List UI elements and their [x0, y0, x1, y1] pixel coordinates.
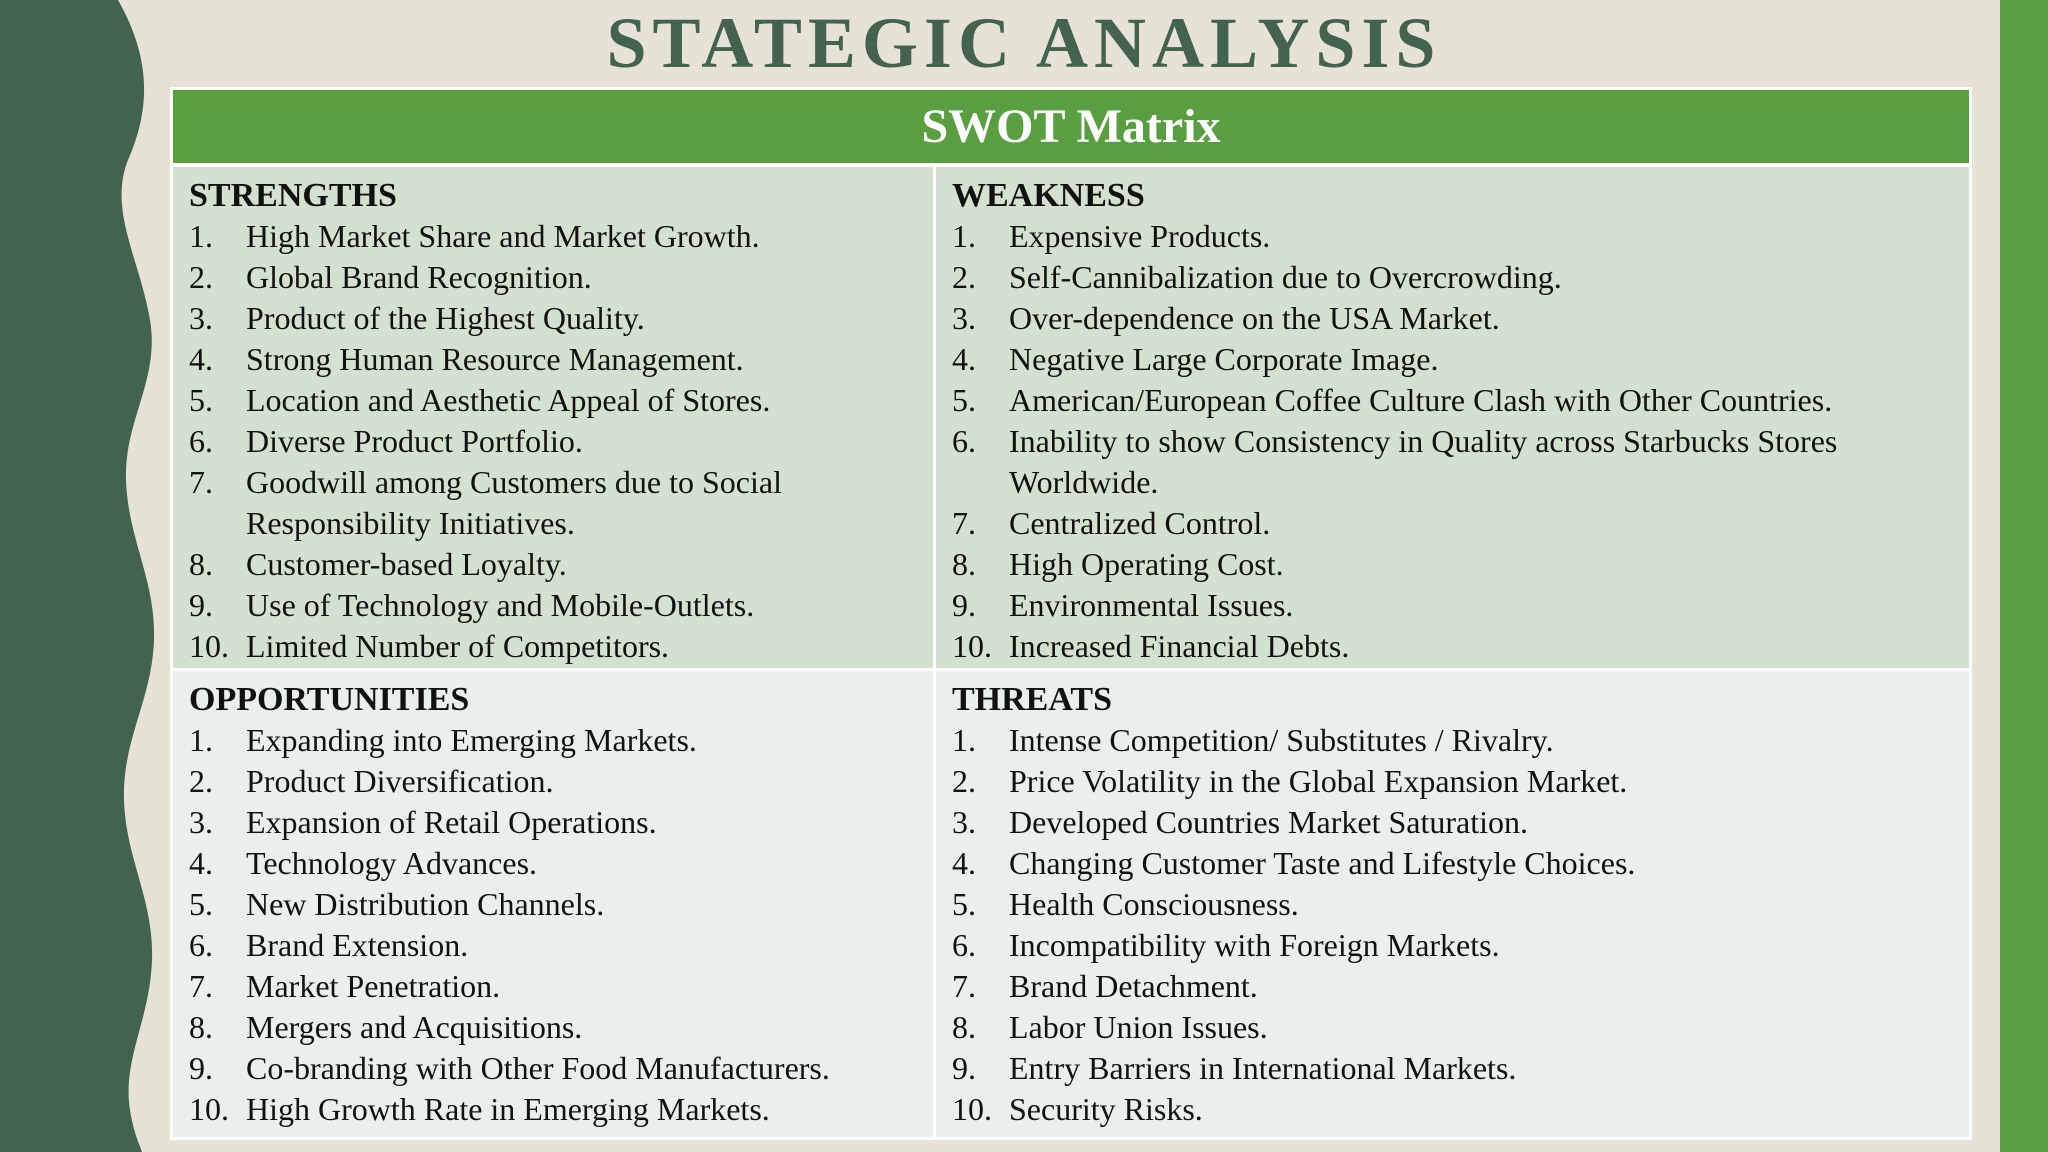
item-number: 10.	[189, 628, 229, 664]
item-number: 8.	[952, 1009, 976, 1045]
item-number: 6.	[189, 423, 213, 459]
slide-title: STATEGIC ANALYSIS	[606, 3, 1442, 83]
list-item	[189, 966, 933, 1007]
list-item	[189, 1089, 933, 1130]
list-item	[189, 843, 933, 884]
list-item	[952, 1048, 1969, 1089]
item-text: Expansion of Retail Operations.	[246, 804, 657, 840]
list-item	[952, 884, 1969, 925]
item-text: Intense Competition/ Substitutes / Rivalry.	[1009, 722, 1554, 758]
item-number: 4.	[952, 341, 976, 377]
item-number: 1.	[952, 722, 976, 758]
list-item	[189, 216, 933, 257]
item-text: Entry Barriers in International Markets.	[1009, 1050, 1517, 1086]
item-text: Diverse Product Portfolio.	[246, 423, 583, 459]
item-text: Co-branding with Other Food Manufacturers.	[246, 1050, 830, 1086]
list-item	[189, 421, 933, 462]
item-number: 2.	[189, 259, 213, 295]
list-item	[189, 585, 933, 626]
item-number: 1.	[189, 218, 213, 254]
list-item	[189, 1007, 933, 1048]
item-number: 9.	[952, 587, 976, 623]
item-text: High Growth Rate in Emerging Markets.	[246, 1091, 770, 1127]
item-text: Strong Human Resource Management.	[246, 341, 744, 377]
item-text: Brand Extension.	[246, 927, 469, 963]
list-item	[189, 1048, 933, 1089]
item-text: Technology Advances.	[246, 845, 538, 881]
item-number: 4.	[952, 845, 976, 881]
item-number: 2.	[952, 259, 976, 295]
list-item	[952, 966, 1969, 1007]
item-text: New Distribution Channels.	[246, 886, 605, 922]
item-text: Price Volatility in the Global Expansion Market.	[1009, 763, 1628, 799]
list-item	[952, 257, 1969, 298]
item-text: Incompatibility with Foreign Markets.	[1009, 927, 1500, 963]
item-number: 4.	[189, 845, 213, 881]
item-number: 7.	[952, 968, 976, 1004]
item-number: 9.	[952, 1050, 976, 1086]
item-number: 3.	[189, 804, 213, 840]
strengths-heading: STRENGTHS	[189, 177, 397, 214]
item-text: Product Diversification.	[246, 763, 554, 799]
item-number: 2.	[189, 763, 213, 799]
left-wavy-band	[0, 0, 160, 1152]
list-item	[952, 339, 1969, 380]
item-text: Health Consciousness.	[1009, 886, 1299, 922]
item-number: 8.	[189, 1009, 213, 1045]
item-number: 3.	[189, 300, 213, 336]
item-text: Product of the Highest Quality.	[246, 300, 645, 336]
item-number: 1.	[189, 722, 213, 758]
swot-matrix	[170, 87, 1972, 1140]
item-text: Expensive Products.	[1009, 218, 1271, 254]
list-item	[189, 884, 933, 925]
list-item	[189, 298, 933, 339]
matrix-title: SWOT Matrix	[173, 90, 1969, 163]
list-item	[952, 421, 1969, 503]
list-item	[952, 216, 1969, 257]
list-item	[189, 339, 933, 380]
item-text: Brand Detachment.	[1009, 968, 1258, 1004]
item-number: 10.	[189, 1091, 229, 1127]
weakness-list	[952, 216, 1969, 667]
right-accent-bar	[2000, 0, 2048, 1152]
threats-heading: THREATS	[952, 681, 1112, 718]
item-text: Over-dependence on the USA Market.	[1009, 300, 1500, 336]
list-item	[189, 544, 933, 585]
item-text: Market Penetration.	[246, 968, 501, 1004]
item-number: 10.	[952, 1091, 992, 1127]
item-text: Centralized Control.	[1009, 505, 1271, 541]
opportunities-quadrant	[173, 671, 933, 1137]
item-number: 3.	[952, 300, 976, 336]
item-number: 8.	[189, 546, 213, 582]
item-number: 8.	[952, 546, 976, 582]
item-text: Global Brand Recognition.	[246, 259, 592, 295]
item-number: 1.	[952, 218, 976, 254]
list-item	[952, 380, 1969, 421]
item-number: 9.	[189, 587, 213, 623]
item-text: Environmental Issues.	[1009, 587, 1294, 623]
item-text: Limited Number of Competitors.	[246, 628, 670, 664]
item-text: High Operating Cost.	[1009, 546, 1284, 582]
item-number: 4.	[189, 341, 213, 377]
item-number: 3.	[952, 804, 976, 840]
list-item	[952, 802, 1969, 843]
item-number: 6.	[952, 423, 976, 459]
list-item	[952, 843, 1969, 884]
list-item	[189, 257, 933, 298]
item-text: Use of Technology and Mobile-Outlets.	[246, 587, 755, 623]
list-item	[189, 462, 933, 544]
item-text: Inability to show Consistency in Quality across Starbucks Stores Worldwide.	[1009, 423, 1838, 500]
list-item	[952, 720, 1969, 761]
list-item	[189, 925, 933, 966]
item-number: 10.	[952, 628, 992, 664]
item-text: Security Risks.	[1009, 1091, 1203, 1127]
item-number: 7.	[952, 505, 976, 541]
list-item	[189, 626, 933, 667]
list-item	[952, 1089, 1969, 1130]
strengths-quadrant	[173, 167, 933, 668]
threats-list	[952, 720, 1969, 1130]
weakness-heading: WEAKNESS	[952, 177, 1145, 214]
item-text: Customer-based Loyalty.	[246, 546, 567, 582]
item-text: Mergers and Acquisitions.	[246, 1009, 583, 1045]
list-item	[952, 503, 1969, 544]
list-item	[952, 1007, 1969, 1048]
weakness-quadrant	[936, 167, 1969, 668]
item-text: Changing Customer Taste and Lifestyle Choices.	[1009, 845, 1636, 881]
list-item	[189, 802, 933, 843]
item-text: Increased Financial Debts.	[1009, 628, 1350, 664]
item-number: 5.	[952, 382, 976, 418]
list-item	[952, 298, 1969, 339]
list-item	[952, 585, 1969, 626]
strengths-list	[189, 216, 933, 667]
item-number: 5.	[189, 382, 213, 418]
list-item	[952, 626, 1969, 667]
threats-quadrant	[936, 671, 1969, 1137]
item-number: 6.	[189, 927, 213, 963]
item-number: 2.	[952, 763, 976, 799]
list-item	[189, 380, 933, 421]
item-text: Self-Cannibalization due to Overcrowding.	[1009, 259, 1562, 295]
item-number: 7.	[189, 464, 213, 500]
item-text: Negative Large Corporate Image.	[1009, 341, 1439, 377]
item-text: High Market Share and Market Growth.	[246, 218, 760, 254]
item-number: 5.	[952, 886, 976, 922]
item-number: 5.	[189, 886, 213, 922]
opportunities-list	[189, 720, 933, 1130]
item-number: 6.	[952, 927, 976, 963]
list-item	[189, 720, 933, 761]
item-text: Location and Aesthetic Appeal of Stores.	[246, 382, 771, 418]
item-text: American/European Coffee Culture Clash with Other Countries.	[1009, 382, 1833, 418]
item-text: Goodwill among Customers due to Social Responsibility Initiatives.	[246, 464, 782, 541]
list-item	[952, 761, 1969, 802]
list-item	[189, 761, 933, 802]
item-text: Developed Countries Market Saturation.	[1009, 804, 1528, 840]
item-text: Expanding into Emerging Markets.	[246, 722, 697, 758]
opportunities-heading: OPPORTUNITIES	[189, 681, 470, 718]
item-number: 7.	[189, 968, 213, 1004]
item-number: 9.	[189, 1050, 213, 1086]
list-item	[952, 925, 1969, 966]
item-text: Labor Union Issues.	[1009, 1009, 1268, 1045]
list-item	[952, 544, 1969, 585]
